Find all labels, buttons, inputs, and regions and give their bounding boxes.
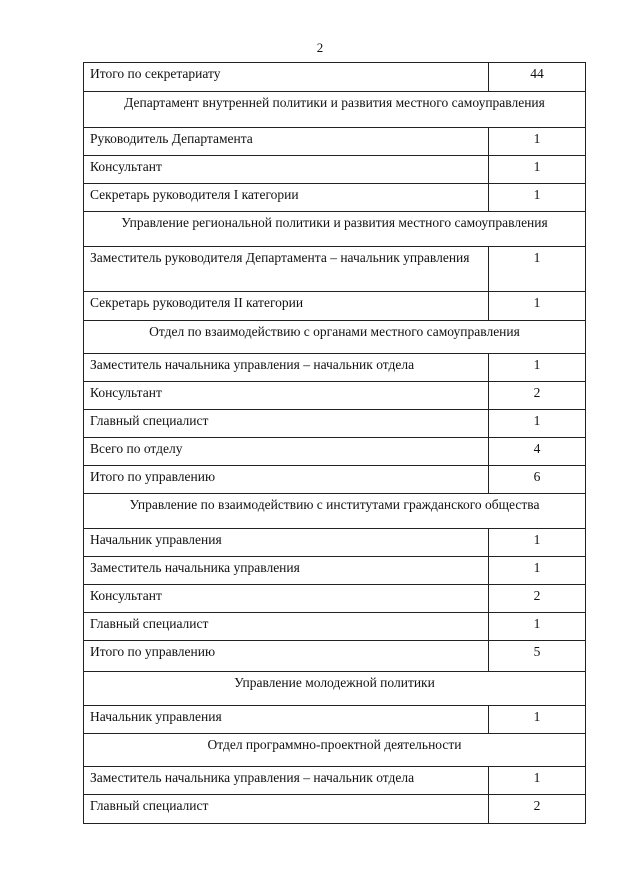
table-row [84,706,586,734]
staff-count: 2 [489,382,586,410]
position-name: Заместитель руководителя Департамента – начальник управления [84,247,489,292]
page-number: 2 [316,40,324,55]
position-name: Итого по управлению [84,641,489,672]
table-row [84,767,586,795]
table-row [84,184,586,212]
staff-count: 1 [489,767,586,795]
table-row [84,410,586,438]
section-header-row [84,734,586,767]
position-name: Руководитель Департамента [84,128,489,156]
staff-count: 44 [489,63,586,92]
position-name: Начальник управления [84,529,489,557]
staff-count: 1 [489,410,586,438]
table-row [84,382,586,410]
staff-count: 1 [489,128,586,156]
staff-count: 1 [489,613,586,641]
table-row [84,128,586,156]
staff-count: 6 [489,466,586,494]
position-name: Заместитель начальника управления – начальник отдела [84,354,489,382]
position-name: Главный специалист [84,410,489,438]
position-name: Секретарь руководителя I категории [84,184,489,212]
section-header-row [84,92,586,128]
staff-count: 1 [489,529,586,557]
section-title: Управление по взаимодействию с институтами гражданского общества [84,494,586,529]
section-header-row [84,494,586,529]
section-title: Управление молодежной политики [84,672,586,706]
staff-count: 4 [489,438,586,466]
staff-count: 5 [489,641,586,672]
position-name: Консультант [84,382,489,410]
table-row [84,529,586,557]
position-name: Консультант [84,156,489,184]
staff-count: 1 [489,557,586,585]
table-row [84,466,586,494]
section-header-row [84,212,586,247]
staff-count: 2 [489,585,586,613]
position-name: Итого по секретариату [84,63,489,92]
position-name: Заместитель начальника управления – начальник отдела [84,767,489,795]
staff-count: 1 [489,706,586,734]
table-row [84,557,586,585]
staff-count: 2 [489,795,586,824]
position-name: Главный специалист [84,613,489,641]
position-name: Секретарь руководителя II категории [84,292,489,321]
position-name: Итого по управлению [84,466,489,494]
staff-count: 1 [489,354,586,382]
staffing-table [83,62,586,824]
table-row [84,292,586,321]
table-row [84,585,586,613]
staff-count: 1 [489,292,586,321]
section-title: Управление региональной политики и развития местного самоуправления [84,212,586,247]
section-title: Департамент внутренней политики и развития местного самоуправления [84,92,586,128]
table-row [84,613,586,641]
position-name: Главный специалист [84,795,489,824]
table-row [84,438,586,466]
table-row [84,156,586,184]
position-name: Всего по отделу [84,438,489,466]
position-name: Начальник управления [84,706,489,734]
table-row [84,795,586,824]
section-header-row [84,672,586,706]
table-row [84,247,586,292]
table-row [84,63,586,92]
section-header-row [84,321,586,354]
table-row [84,641,586,672]
section-title: Отдел по взаимодействию с органами местного самоуправления [84,321,586,354]
staff-count: 1 [489,156,586,184]
staff-count: 1 [489,247,586,292]
section-title: Отдел программно-проектной деятельности [84,734,586,767]
table-row [84,354,586,382]
position-name: Заместитель начальника управления [84,557,489,585]
position-name: Консультант [84,585,489,613]
staff-count: 1 [489,184,586,212]
